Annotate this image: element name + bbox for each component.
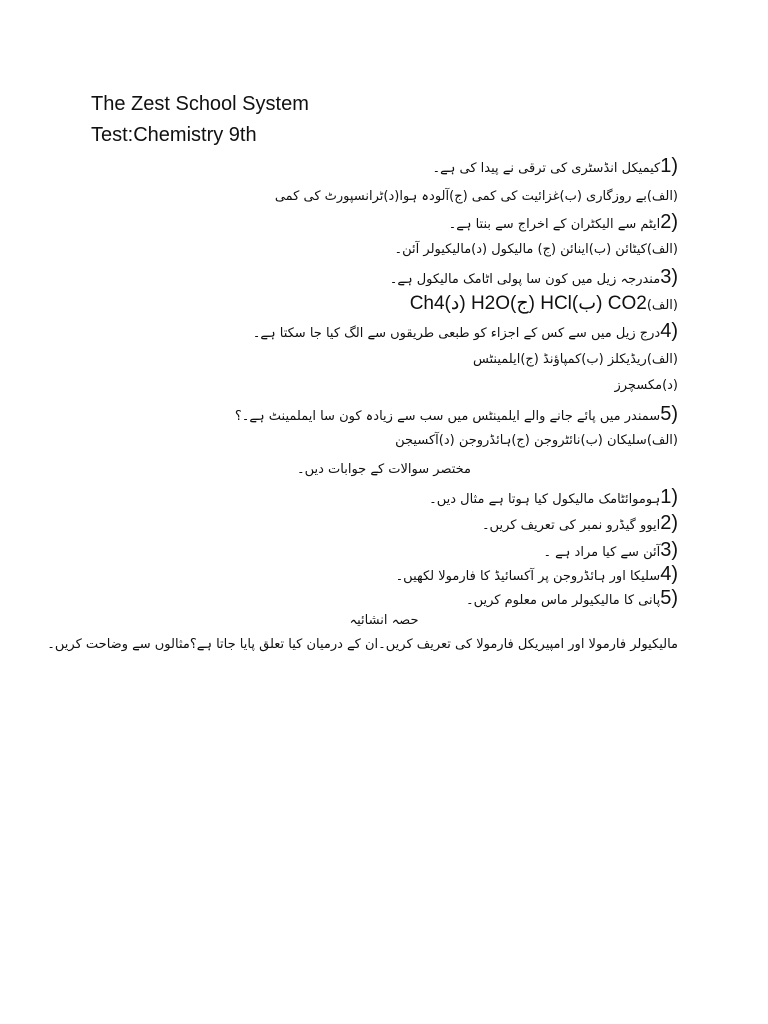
school-name: The Zest School System (91, 93, 309, 115)
question-2 (449, 211, 678, 234)
option-prefix: (الف) (646, 298, 678, 313)
question-text: ہوموائٹامک مالیکول کیا ہوتا ہے مثال دیں۔ (429, 492, 661, 507)
question-1-options: (الف)بے روزگاری (ب)غزائیت کی کمی (ج)آلودہ ہوا(د)ٹرانسپورٹ کی کمی (274, 189, 678, 204)
question-5-options: (الف)سلیکان (ب)نائٹروجن (ج)ہائڈروجن (د)آکسیجن (395, 433, 678, 448)
question-4-options: (الف)ریڈیکلز (ب)کمپاؤنڈ (ج)ایلمینٹس (472, 352, 678, 367)
question-text: ایٹم سے الیکٹران کے اخراج سے بنتا ہے۔ (448, 217, 661, 232)
formula-options: Ch4(د) H2O(ج) HCl(ب) CO2 (409, 293, 647, 314)
essay-question: مالیکیولر فارمولا اور امپیریکل فارمولا کی تعریف کریں۔ان کے درمیان کیا تعلق پایا جاتا ہے؟مثالوں سے وضاحت کریں۔ (47, 637, 678, 652)
short-question-2 (482, 512, 678, 535)
question-number: (1 (660, 486, 678, 508)
question-5 (235, 403, 678, 426)
essay-heading: حصہ انشائیہ (349, 613, 419, 628)
short-question-5 (466, 587, 678, 610)
question-text: پانی کا مالیکیولر ماس معلوم کریں۔ (466, 593, 661, 608)
short-question-3 (543, 539, 678, 562)
question-3-options (410, 292, 678, 315)
question-text: کیمیکل انڈسٹری کی ترقی نے پیدا کی ہے۔ (432, 161, 661, 176)
question-number: (4 (660, 563, 678, 585)
short-question-1 (429, 486, 678, 509)
question-number: (5 (660, 587, 678, 609)
question-number: (4 (660, 320, 678, 342)
question-number: (5 (660, 403, 678, 425)
question-text: سلیکا اور ہائڈروجن پر آکسائیڈ کا فارمولا لکھیں۔ (395, 569, 661, 584)
question-4 (253, 320, 678, 343)
question-text: ایوو گیڈرو نمبر کی تعریف کریں۔ (481, 518, 661, 533)
question-number: (3 (660, 539, 678, 561)
question-number: (3 (660, 266, 678, 288)
question-number: (2 (660, 512, 678, 534)
question-number: (1 (660, 155, 678, 177)
question-2-options: (الف)کیٹائن (ب)اینائن (ج) مالیکول (د)مالیکیولر آئن۔ (394, 242, 678, 257)
question-4-options-extra: (د)مکسچرز (614, 378, 678, 393)
short-questions-heading: مختصر سوالات کے جوابات دیں۔ (296, 462, 472, 477)
question-number: (2 (660, 211, 678, 233)
question-text: آئن سے کیا مراد ہے ۔ (543, 545, 661, 560)
question-text: مندرجہ زیل میں کون سا پولی اٹامک مالیکول ہے۔ (389, 272, 661, 287)
test-title: Test:Chemistry 9th (91, 124, 257, 146)
question-text: سمندر میں پائے جانے والے ایلمینٹس میں سب سے زیادہ کون سا ایملمینٹ ہے۔؟ (234, 409, 661, 424)
question-text: درج زیل میں سے کس کے اجزاء کو طبعی طریقوں سے الگ کیا جا سکتا ہے۔ (252, 326, 661, 341)
short-question-4 (396, 563, 678, 586)
question-3 (390, 266, 678, 289)
question-1 (433, 155, 678, 178)
